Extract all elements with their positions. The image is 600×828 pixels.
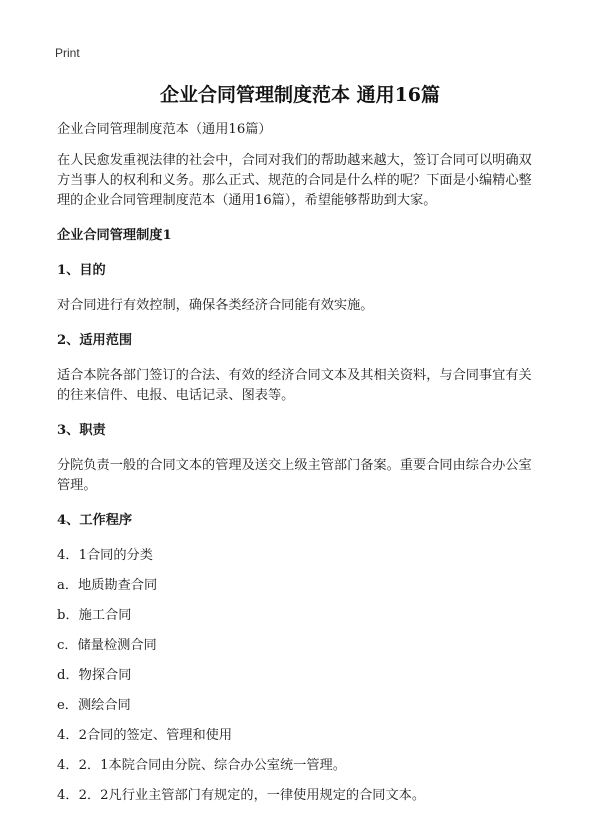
heading-scope: 2、适用范围 (57, 333, 133, 348)
document-body (57, 120, 557, 816)
list-item: 4．2．1本院合同由分院、综合办公室统一管理。 (57, 758, 346, 773)
intro-line: 理的企业合同管理制度范本（通用16篇），希望能够帮助到大家。 (57, 193, 437, 208)
intro-line: 方当事人的权利和义务。那么正式、规范的合同是什么样的呢？下面是小编精心整 (57, 173, 532, 188)
responsibility-line: 分院负责一般的合同文本的管理及送交上级主管部门备案。重要合同由综合办公室 (57, 458, 532, 473)
paragraph-scope (57, 366, 557, 406)
list-item: e．测绘合同 (57, 698, 131, 713)
paragraph-responsibility (57, 456, 557, 496)
responsibility-line: 管理。 (57, 478, 97, 493)
list-item: c．储量检测合同 (57, 638, 157, 653)
paragraph-purpose: 对合同进行有效控制，确保各类经济合同能有效实施。 (57, 298, 374, 313)
list-item: d．物探合同 (57, 668, 132, 683)
scope-line: 适合本院各部门签订的合法、有效的经济合同文本及其相关资料，与合同事宜有关 (57, 368, 532, 383)
document-title: 企业合同管理制度范本 通用16篇 (159, 84, 441, 106)
intro-paragraph (57, 151, 557, 211)
heading-responsibility: 3、职责 (57, 423, 106, 438)
print-label[interactable]: Print (55, 46, 80, 60)
heading-purpose: 1、目的 (57, 263, 106, 278)
list-item: 4．1合同的分类 (57, 548, 153, 563)
list-item: 4．2．2凡行业主管部门有规定的，一律使用规定的合同文本。 (57, 788, 426, 803)
section-heading: 企业合同管理制度1 (57, 228, 172, 243)
list-item: a．地质勘查合同 (57, 578, 158, 593)
scope-line: 的往来信件、电报、电话记录、图表等。 (57, 388, 295, 403)
list-item: 4．2合同的签定、管理和使用 (57, 728, 233, 743)
list-item: b．施工合同 (57, 608, 132, 623)
heading-procedure: 4、工作程序 (57, 513, 133, 528)
document-subtitle: 企业合同管理制度范本（通用16篇） (57, 122, 272, 137)
intro-line: 在人民愈发重视法律的社会中，合同对我们的帮助越来越大，签订合同可以明确双 (57, 153, 532, 168)
